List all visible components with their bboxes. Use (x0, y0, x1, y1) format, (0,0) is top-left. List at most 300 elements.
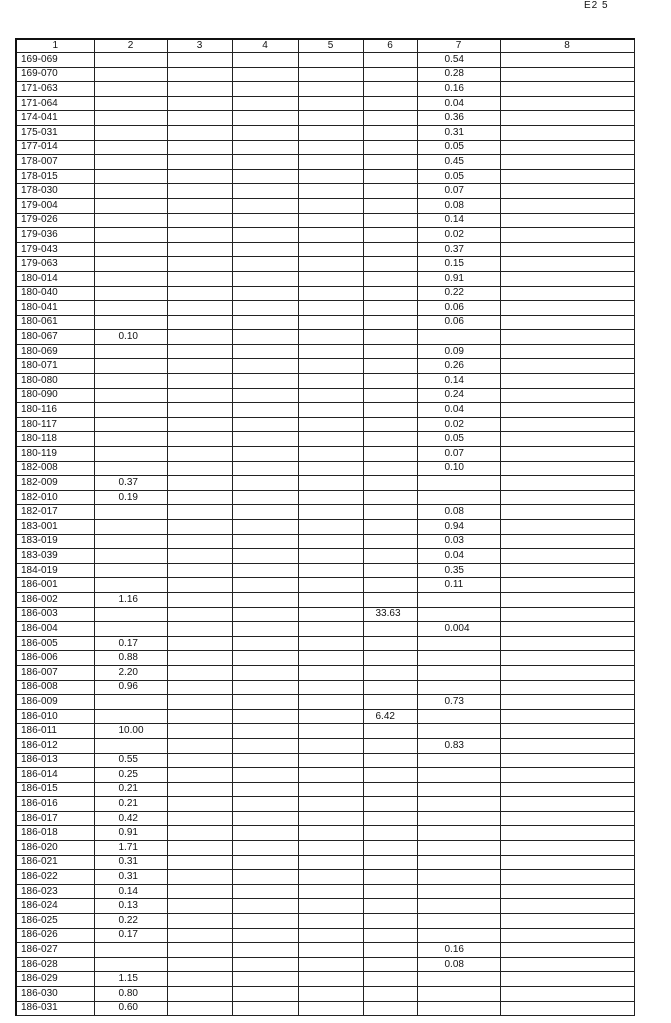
value-cell-col-4 (232, 242, 298, 257)
value-cell-col-6 (363, 388, 417, 403)
table-row (16, 96, 634, 111)
value-cell-col-4 (232, 563, 298, 578)
value-cell-col-3 (167, 884, 232, 899)
value-cell-col-8 (500, 213, 634, 228)
table-row (16, 738, 634, 753)
value-cell-col-5 (298, 578, 363, 593)
value-cell-col-2 (94, 315, 167, 330)
value-cell-col-2: 1.16 (94, 592, 167, 607)
value-cell-col-5 (298, 447, 363, 462)
table-row (16, 797, 634, 812)
value-cell-col-2 (94, 198, 167, 213)
value-cell-col-6 (363, 578, 417, 593)
value-cell-col-6 (363, 111, 417, 126)
table-row (16, 680, 634, 695)
value-cell-col-2 (94, 228, 167, 243)
value-cell-col-3 (167, 82, 232, 97)
row-id-cell: 186-018 (16, 826, 94, 841)
value-cell-col-3 (167, 651, 232, 666)
value-cell-col-4 (232, 797, 298, 812)
value-cell-col-7: 0.54 (417, 53, 500, 68)
row-id-cell: 175-031 (16, 125, 94, 140)
value-cell-col-6 (363, 403, 417, 418)
table-row (16, 344, 634, 359)
value-cell-col-6 (363, 899, 417, 914)
value-cell-col-5 (298, 695, 363, 710)
value-cell-col-8 (500, 257, 634, 272)
value-cell-col-7 (417, 607, 500, 622)
value-cell-col-5 (298, 738, 363, 753)
value-cell-col-6 (363, 797, 417, 812)
value-cell-col-7: 0.45 (417, 155, 500, 170)
value-cell-col-5 (298, 534, 363, 549)
value-cell-col-6 (363, 870, 417, 885)
value-cell-col-8 (500, 943, 634, 958)
value-cell-col-7 (417, 914, 500, 929)
value-cell-col-7: 0.02 (417, 228, 500, 243)
row-id-cell: 179-036 (16, 228, 94, 243)
value-cell-col-8 (500, 417, 634, 432)
value-cell-col-6 (363, 359, 417, 374)
value-cell-col-8 (500, 592, 634, 607)
table-row (16, 753, 634, 768)
row-id-cell: 180-090 (16, 388, 94, 403)
value-cell-col-7 (417, 972, 500, 987)
value-cell-col-3 (167, 592, 232, 607)
table-row (16, 665, 634, 680)
value-cell-col-7 (417, 680, 500, 695)
value-cell-col-2 (94, 563, 167, 578)
row-id-cell: 186-005 (16, 636, 94, 651)
table-row (16, 461, 634, 476)
value-cell-col-3 (167, 286, 232, 301)
table-row (16, 709, 634, 724)
value-cell-col-3 (167, 432, 232, 447)
value-cell-col-4 (232, 490, 298, 505)
value-cell-col-5 (298, 96, 363, 111)
value-cell-col-3 (167, 928, 232, 943)
value-cell-col-2 (94, 578, 167, 593)
value-cell-col-8 (500, 490, 634, 505)
row-id-cell: 186-026 (16, 928, 94, 943)
value-cell-col-7: 0.94 (417, 520, 500, 535)
value-cell-col-5 (298, 403, 363, 418)
value-cell-col-4 (232, 753, 298, 768)
column-header-6: 6 (363, 39, 417, 53)
value-cell-col-5 (298, 184, 363, 199)
value-cell-col-2 (94, 286, 167, 301)
value-cell-col-6 (363, 505, 417, 520)
value-cell-col-7: 0.73 (417, 695, 500, 710)
value-cell-col-2 (94, 622, 167, 637)
value-cell-col-6 (363, 125, 417, 140)
value-cell-col-5 (298, 914, 363, 929)
value-cell-col-3 (167, 534, 232, 549)
value-cell-col-4 (232, 855, 298, 870)
value-cell-col-5 (298, 520, 363, 535)
value-cell-col-6 (363, 665, 417, 680)
value-cell-col-2: 0.14 (94, 884, 167, 899)
value-cell-col-8 (500, 811, 634, 826)
table-body (16, 53, 634, 1016)
row-id-cell: 180-067 (16, 330, 94, 345)
row-id-cell: 179-063 (16, 257, 94, 272)
value-cell-col-5 (298, 665, 363, 680)
table-row (16, 257, 634, 272)
value-cell-col-3 (167, 943, 232, 958)
table-row (16, 82, 634, 97)
row-id-cell: 186-030 (16, 987, 94, 1002)
row-id-cell: 183-001 (16, 520, 94, 535)
value-cell-col-6 (363, 738, 417, 753)
value-cell-col-5 (298, 388, 363, 403)
value-cell-col-7 (417, 899, 500, 914)
value-cell-col-8 (500, 636, 634, 651)
value-cell-col-2: 0.60 (94, 1001, 167, 1016)
value-cell-col-7: 0.35 (417, 563, 500, 578)
value-cell-col-5 (298, 972, 363, 987)
value-cell-col-8 (500, 826, 634, 841)
value-cell-col-7: 0.07 (417, 184, 500, 199)
value-cell-col-5 (298, 330, 363, 345)
value-cell-col-5 (298, 374, 363, 389)
value-cell-col-6 (363, 432, 417, 447)
value-cell-col-6 (363, 884, 417, 899)
row-id-cell: 186-003 (16, 607, 94, 622)
value-cell-col-6 (363, 461, 417, 476)
value-cell-col-3 (167, 724, 232, 739)
value-cell-col-8 (500, 855, 634, 870)
value-cell-col-7 (417, 330, 500, 345)
table-row (16, 914, 634, 929)
value-cell-col-5 (298, 417, 363, 432)
value-cell-col-6 (363, 417, 417, 432)
value-cell-col-4 (232, 943, 298, 958)
table-row (16, 374, 634, 389)
value-cell-col-7: 0.05 (417, 169, 500, 184)
value-cell-col-7: 0.16 (417, 943, 500, 958)
value-cell-col-3 (167, 184, 232, 199)
value-cell-col-8 (500, 987, 634, 1002)
value-cell-col-5 (298, 344, 363, 359)
table-row (16, 505, 634, 520)
value-cell-col-6 (363, 651, 417, 666)
value-cell-col-5 (298, 841, 363, 856)
table-row (16, 534, 634, 549)
value-cell-col-5 (298, 228, 363, 243)
value-cell-col-8 (500, 738, 634, 753)
value-cell-col-8 (500, 505, 634, 520)
value-cell-col-2 (94, 520, 167, 535)
value-cell-col-4 (232, 403, 298, 418)
column-header-2: 2 (94, 39, 167, 53)
value-cell-col-6 (363, 184, 417, 199)
value-cell-col-2: 0.13 (94, 899, 167, 914)
row-id-cell: 186-016 (16, 797, 94, 812)
value-cell-col-6 (363, 228, 417, 243)
value-cell-col-4 (232, 330, 298, 345)
value-cell-col-8 (500, 607, 634, 622)
value-cell-col-2: 0.17 (94, 636, 167, 651)
value-cell-col-8 (500, 709, 634, 724)
value-cell-col-2 (94, 271, 167, 286)
value-cell-col-7 (417, 753, 500, 768)
value-cell-col-3 (167, 242, 232, 257)
table-row (16, 432, 634, 447)
value-cell-col-6 (363, 169, 417, 184)
row-id-cell: 186-025 (16, 914, 94, 929)
value-cell-col-5 (298, 315, 363, 330)
value-cell-col-7: 0.09 (417, 344, 500, 359)
table-row (16, 520, 634, 535)
table-row (16, 184, 634, 199)
value-cell-col-2 (94, 607, 167, 622)
value-cell-col-8 (500, 724, 634, 739)
value-cell-col-3 (167, 797, 232, 812)
value-cell-col-8 (500, 359, 634, 374)
row-id-cell: 182-008 (16, 461, 94, 476)
value-cell-col-4 (232, 811, 298, 826)
value-cell-col-4 (232, 972, 298, 987)
value-cell-col-4 (232, 607, 298, 622)
column-header-7: 7 (417, 39, 500, 53)
row-id-cell: 186-014 (16, 768, 94, 783)
value-cell-col-3 (167, 447, 232, 462)
row-id-cell: 178-007 (16, 155, 94, 170)
row-id-cell: 180-080 (16, 374, 94, 389)
value-cell-col-7 (417, 928, 500, 943)
table-row (16, 155, 634, 170)
value-cell-col-5 (298, 987, 363, 1002)
value-cell-col-3 (167, 271, 232, 286)
value-cell-col-5 (298, 286, 363, 301)
row-id-cell: 179-026 (16, 213, 94, 228)
value-cell-col-3 (167, 53, 232, 68)
value-cell-col-2 (94, 374, 167, 389)
value-cell-col-4 (232, 957, 298, 972)
value-cell-col-4 (232, 738, 298, 753)
value-cell-col-7: 0.06 (417, 315, 500, 330)
value-cell-col-8 (500, 665, 634, 680)
row-id-cell: 180-069 (16, 344, 94, 359)
value-cell-col-4 (232, 665, 298, 680)
value-cell-col-2: 0.22 (94, 914, 167, 929)
table-row (16, 768, 634, 783)
value-cell-col-2 (94, 111, 167, 126)
value-cell-col-3 (167, 680, 232, 695)
value-cell-col-8 (500, 344, 634, 359)
value-cell-col-7 (417, 884, 500, 899)
value-cell-col-4 (232, 359, 298, 374)
table-row (16, 855, 634, 870)
value-cell-col-3 (167, 96, 232, 111)
value-cell-col-3 (167, 111, 232, 126)
value-cell-col-8 (500, 914, 634, 929)
table-row (16, 884, 634, 899)
value-cell-col-8 (500, 884, 634, 899)
table-row (16, 447, 634, 462)
value-cell-col-4 (232, 111, 298, 126)
value-cell-col-8 (500, 111, 634, 126)
value-cell-col-5 (298, 1001, 363, 1016)
table-row (16, 870, 634, 885)
table-row (16, 622, 634, 637)
value-cell-col-5 (298, 768, 363, 783)
value-cell-col-7: 0.16 (417, 82, 500, 97)
table-row (16, 607, 634, 622)
table-row (16, 578, 634, 593)
row-id-cell: 180-119 (16, 447, 94, 462)
value-cell-col-3 (167, 67, 232, 82)
value-cell-col-7: 0.02 (417, 417, 500, 432)
value-cell-col-3 (167, 870, 232, 885)
value-cell-col-4 (232, 534, 298, 549)
value-cell-col-2: 10.00 (94, 724, 167, 739)
value-cell-col-5 (298, 884, 363, 899)
row-id-cell: 186-013 (16, 753, 94, 768)
table-row (16, 899, 634, 914)
value-cell-col-7: 0.05 (417, 432, 500, 447)
value-cell-col-4 (232, 578, 298, 593)
value-cell-col-4 (232, 301, 298, 316)
value-cell-col-5 (298, 636, 363, 651)
table-row (16, 286, 634, 301)
value-cell-col-4 (232, 213, 298, 228)
value-cell-col-5 (298, 724, 363, 739)
value-cell-col-3 (167, 987, 232, 1002)
row-id-cell: 179-004 (16, 198, 94, 213)
value-cell-col-6 (363, 549, 417, 564)
value-cell-col-6 (363, 96, 417, 111)
value-cell-col-8 (500, 578, 634, 593)
value-cell-col-8 (500, 432, 634, 447)
value-cell-col-2: 0.21 (94, 782, 167, 797)
value-cell-col-6 (363, 140, 417, 155)
value-cell-col-5 (298, 957, 363, 972)
value-cell-col-3 (167, 768, 232, 783)
value-cell-col-4 (232, 1001, 298, 1016)
row-id-cell: 186-009 (16, 695, 94, 710)
value-cell-col-8 (500, 169, 634, 184)
value-cell-col-8 (500, 899, 634, 914)
value-cell-col-8 (500, 972, 634, 987)
table-row (16, 826, 634, 841)
value-cell-col-3 (167, 972, 232, 987)
value-cell-col-7: 0.91 (417, 271, 500, 286)
value-cell-col-7 (417, 651, 500, 666)
row-id-cell: 180-040 (16, 286, 94, 301)
value-cell-col-8 (500, 447, 634, 462)
value-cell-col-3 (167, 622, 232, 637)
value-cell-col-3 (167, 957, 232, 972)
row-id-cell: 186-022 (16, 870, 94, 885)
value-cell-col-6 (363, 811, 417, 826)
value-cell-col-4 (232, 125, 298, 140)
value-cell-col-8 (500, 96, 634, 111)
value-cell-col-6 (363, 622, 417, 637)
value-cell-col-2 (94, 359, 167, 374)
value-cell-col-5 (298, 753, 363, 768)
value-cell-col-5 (298, 490, 363, 505)
value-cell-col-6 (363, 53, 417, 68)
value-cell-col-2: 0.19 (94, 490, 167, 505)
value-cell-col-7 (417, 987, 500, 1002)
value-cell-col-4 (232, 476, 298, 491)
row-id-cell: 186-007 (16, 665, 94, 680)
value-cell-col-3 (167, 140, 232, 155)
value-cell-col-2 (94, 534, 167, 549)
value-cell-col-7: 0.15 (417, 257, 500, 272)
value-cell-col-7: 0.08 (417, 198, 500, 213)
value-cell-col-3 (167, 330, 232, 345)
column-header-8: 8 (500, 39, 634, 53)
value-cell-col-5 (298, 461, 363, 476)
row-id-cell: 182-017 (16, 505, 94, 520)
value-cell-col-2 (94, 96, 167, 111)
value-cell-col-7: 0.10 (417, 461, 500, 476)
table-row (16, 417, 634, 432)
value-cell-col-5 (298, 826, 363, 841)
value-cell-col-5 (298, 271, 363, 286)
table-row (16, 549, 634, 564)
value-cell-col-2 (94, 213, 167, 228)
row-id-cell: 186-011 (16, 724, 94, 739)
table-row (16, 972, 634, 987)
value-cell-col-2: 1.15 (94, 972, 167, 987)
value-cell-col-7 (417, 665, 500, 680)
value-cell-col-2 (94, 505, 167, 520)
value-cell-col-5 (298, 870, 363, 885)
value-cell-col-8 (500, 286, 634, 301)
value-cell-col-8 (500, 476, 634, 491)
row-id-cell: 186-031 (16, 1001, 94, 1016)
value-cell-col-7: 0.04 (417, 96, 500, 111)
value-cell-col-5 (298, 213, 363, 228)
value-cell-col-2 (94, 53, 167, 68)
value-cell-col-7: 0.11 (417, 578, 500, 593)
value-cell-col-8 (500, 198, 634, 213)
row-id-cell: 171-063 (16, 82, 94, 97)
row-id-cell: 186-029 (16, 972, 94, 987)
value-cell-col-7: 0.26 (417, 359, 500, 374)
table-row (16, 315, 634, 330)
value-cell-col-5 (298, 651, 363, 666)
value-cell-col-8 (500, 271, 634, 286)
table-row (16, 198, 634, 213)
value-cell-col-7: 0.06 (417, 301, 500, 316)
value-cell-col-3 (167, 899, 232, 914)
table-row (16, 695, 634, 710)
table-row (16, 330, 634, 345)
value-cell-col-4 (232, 622, 298, 637)
value-cell-col-5 (298, 505, 363, 520)
value-cell-col-8 (500, 753, 634, 768)
row-id-cell: 186-002 (16, 592, 94, 607)
row-id-cell: 178-015 (16, 169, 94, 184)
value-cell-col-3 (167, 213, 232, 228)
value-cell-col-4 (232, 928, 298, 943)
value-cell-col-3 (167, 388, 232, 403)
value-cell-col-7: 0.14 (417, 213, 500, 228)
value-cell-col-2 (94, 738, 167, 753)
row-id-cell: 186-001 (16, 578, 94, 593)
row-id-cell: 186-021 (16, 855, 94, 870)
value-cell-col-2 (94, 169, 167, 184)
value-cell-col-3 (167, 782, 232, 797)
data-table (15, 38, 635, 1016)
value-cell-col-8 (500, 622, 634, 637)
table-row (16, 1001, 634, 1016)
